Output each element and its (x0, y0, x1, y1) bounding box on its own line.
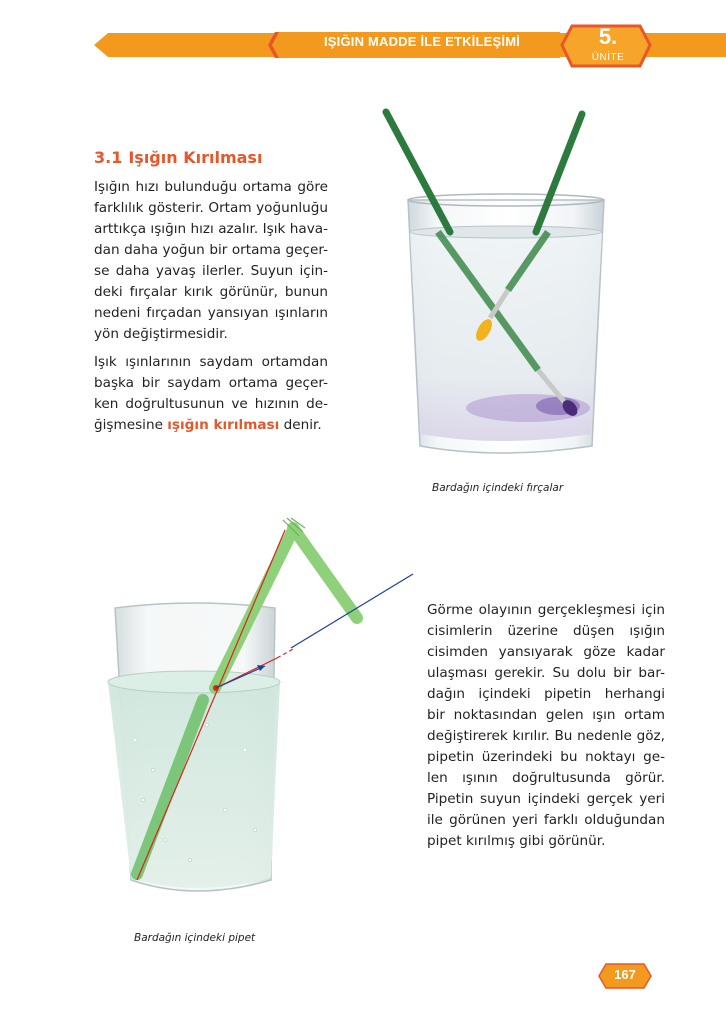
text-line: dağın içindeki pipetin herhangi (427, 686, 665, 702)
text-line: bir noktasından gelen ışın ortam (427, 707, 665, 723)
section-heading (94, 148, 262, 167)
text-line: ulaşması gerekir. Su dolu bir bar- (427, 665, 665, 681)
text-line (94, 415, 328, 436)
section-number: 3.1 (94, 148, 123, 167)
text-line: dan daha yoğun bir ortama geçer- (94, 242, 328, 258)
text-line: değiştirerek kırılır. Bu nedenle göz, (427, 728, 665, 744)
text-line: ile görünen yeri farklı olduğundan (427, 812, 665, 828)
text-fragment: denir. (283, 417, 322, 433)
text-line: arttıkça ışığın hızı azalır. Işık hava- (94, 221, 328, 237)
text-line: başka bir saydam ortama geçer- (94, 375, 328, 391)
text-line: nedeni fırçadan yansıyan ışınların (94, 305, 328, 321)
caption-brushes: Bardağın içindeki fırçalar (432, 482, 564, 494)
text-line: Pipetin suyun içindeki gerçek yeri (427, 791, 665, 807)
straw-in-glass-photo (95, 510, 420, 915)
paragraph-refraction-intro (94, 177, 328, 345)
text-line: cisimden yansıyarak göze kadar (427, 644, 665, 660)
header-title: IŞIĞIN MADDE İLE ETKİLEŞİMİ (323, 34, 521, 49)
text-line: deki fırçalar kırık görünür, bunun (94, 284, 328, 300)
caption-straw: Bardağın içindeki pipet (134, 932, 256, 944)
text-line: len ışının doğrultusunda görür. (427, 770, 665, 786)
text-line: Işığın hızı bulunduğu ortama göre (94, 179, 328, 195)
brushes-in-glass-photo (378, 108, 618, 468)
page-number: 167 (614, 967, 636, 982)
paragraph-vision-explanation (427, 600, 665, 852)
unit-label: ÜNİTE (591, 52, 625, 63)
text-line: pipet kırılmış gibi görünür. (427, 833, 606, 849)
text-line: Işık ışınlarının saydam ortamdan (94, 354, 328, 370)
paragraph-refraction-definition (94, 352, 328, 436)
text-line: farklılık gösterir. Ortam yoğunluğu (94, 200, 328, 216)
text-line: se daha yavaş ilerler. Suyun için- (94, 263, 328, 279)
text-line: ken doğrultusunun ve hızının de- (94, 396, 328, 412)
highlighted-term: ışığın kırılması (167, 417, 280, 433)
section-title: Işığın Kırılması (128, 148, 263, 167)
text-fragment: ğişmesine (94, 417, 163, 433)
text-line: Görme olayının gerçekleşmesi için (427, 602, 665, 618)
unit-number: 5. (598, 24, 618, 49)
text-line: cisimlerin üzerine düşen ışığın (427, 623, 665, 639)
text-line: pipetin üzerindeki bu noktayı ge- (427, 749, 665, 765)
text-line: yön değiştirmesidir. (94, 326, 228, 342)
